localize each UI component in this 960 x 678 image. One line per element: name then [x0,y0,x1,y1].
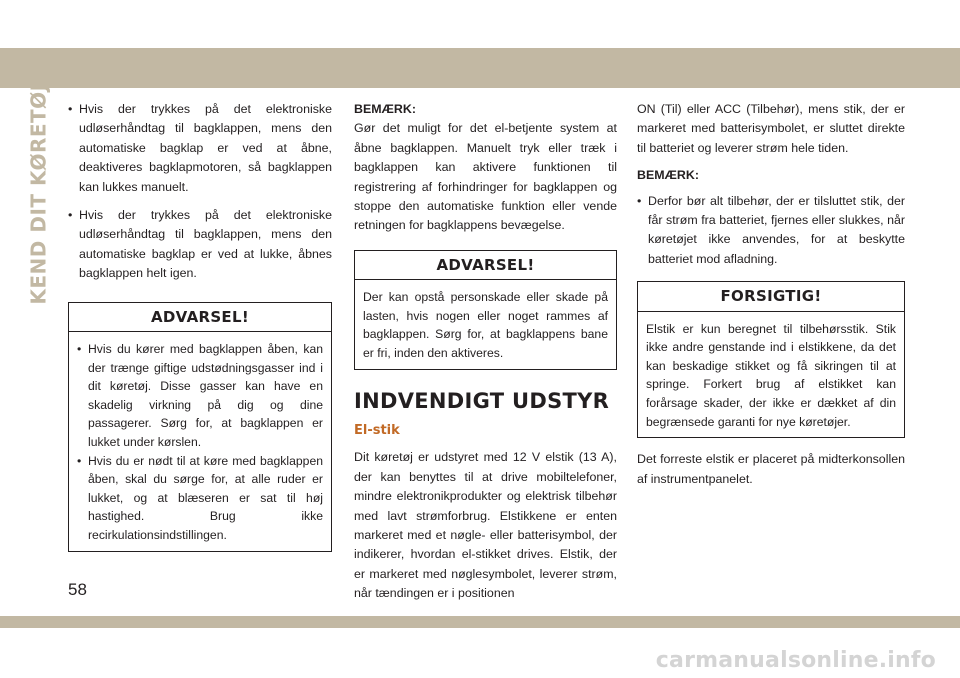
body-text: Det forreste elstik er placeret på midterkonsollen af instrumentpanelet. [637,452,905,486]
bullet-dot: • [77,453,82,468]
caution-title: FORSIGTIG! [638,282,904,311]
column-2 [354,100,617,612]
list-item-text: Hvis der trykkes på det elektroniske udløserhåndtag til bagklappen, mens den automatiske bagklap er ved at lukke, åbnes bagklappen helt igen. [79,208,332,281]
warning-title: ADVARSEL! [69,303,331,332]
list-item [77,452,323,545]
note-label: BEMÆRK: [637,168,699,183]
column-1 [68,100,332,552]
caution-box [637,281,905,438]
caution-text: Elstik er kun beregnet til tilbehørsstik. Stik ikke andre genstande ind i elstikkene, da det kan beskadige stikket og få sikringen til at springe. Forkert brug af elstikket kan forårsage skader, der ikke er dækket af din begrænsede garanti for nye køretøjer. [646,321,896,429]
page-number: 58 [68,580,87,599]
bullet-dot: • [68,102,73,116]
list-item [68,206,332,284]
bullet-dot: • [637,193,642,208]
warning-box [354,250,617,370]
caution-body [638,312,904,438]
watermark: carmanualsonline.info [655,648,936,673]
warning-body [355,280,616,368]
list-item-text: Hvis du kører med bagklappen åben, kan der trænge giftige udstødningsgasser ind i dit køretøj. Disse gasser kan have en skadelig virkning på dig og dine passagerer. Sørg for, at bagklappen er lukket under kørslen. [88,342,323,450]
chapter-tab [27,83,52,305]
warning-box [68,302,332,552]
section-title: INDVENDIGT UDSTYR [354,388,610,413]
list-item [637,192,905,270]
header-band [0,48,960,88]
subsection-title: El-stik [354,423,400,439]
body-text: Dit køretøj er udstyret med 12 V elstik (13 A), der kan benyttes til at drive mobiltelefoner, mindre elektronikprodukter og elektrisk tilbehør med lavt strømforbrug. Elstikkene er enten markeret med et nøgle- eller batterisymbol, der indikerer, hvordan el-stikket drives. Elstik, der er markeret med nøglesymbolet, leverer strøm, når tændingen er i positionen [354,450,617,601]
list-item [77,340,323,452]
top-margin [0,0,960,48]
footer-band [0,616,960,628]
warning-text: Der kan opstå personskade eller skade på lasten, hvis nogen eller noget rammes af bagklappen. Sørg for, at bagklappens bane er fri, inden den aktiveres. [363,290,608,361]
list-item-text: Derfor bør alt tilbehør, der er tilsluttet stik, der får strøm fra batteriet, fjernes eller slukkes, når køretøjet ikke anvendes, for at beskytte batteriet mod afladning. [648,193,905,266]
body-text: ON (Til) eller ACC (Tilbehør), mens stik, der er markeret med batterisymbolet, er sluttet direkte til batteriet og leverer strøm hele tiden. [637,102,905,155]
note-label: BEMÆRK: [354,102,416,116]
list-item-text: Hvis der trykkes på det elektroniske udløserhåndtag til bagklappen, mens den automatiske bagklap er ved at åbne, deaktiveres bagklapmotoren, så bagklappen kan lukkes manuelt. [79,102,332,194]
chapter-tab-label: KEND DIT KØRETØJ [27,83,52,305]
note-text: Gør det muligt for det el-betjente system at åbne bagklappen. Manuelt tryk eller træk i bagklappen kan aktivere funktionen til registrering af forhindringer for bagklappen og stoppe den automatiske funktion eller vende retningen for bagklappens bevægelse. [354,121,617,233]
warning-body [69,332,331,551]
warning-title: ADVARSEL! [355,251,616,280]
bullet-dot: • [68,208,73,223]
bullet-dot: • [77,342,82,357]
list-item [68,100,332,197]
list-item-text: Hvis du er nødt til at køre med bagklappen åben, skal du sørge for, at alle ruder er lukket, og at blæseren er sat til høj hastighed. Brug ikke recirkulationsindstillingen. [88,453,323,542]
column-3 [637,100,905,497]
